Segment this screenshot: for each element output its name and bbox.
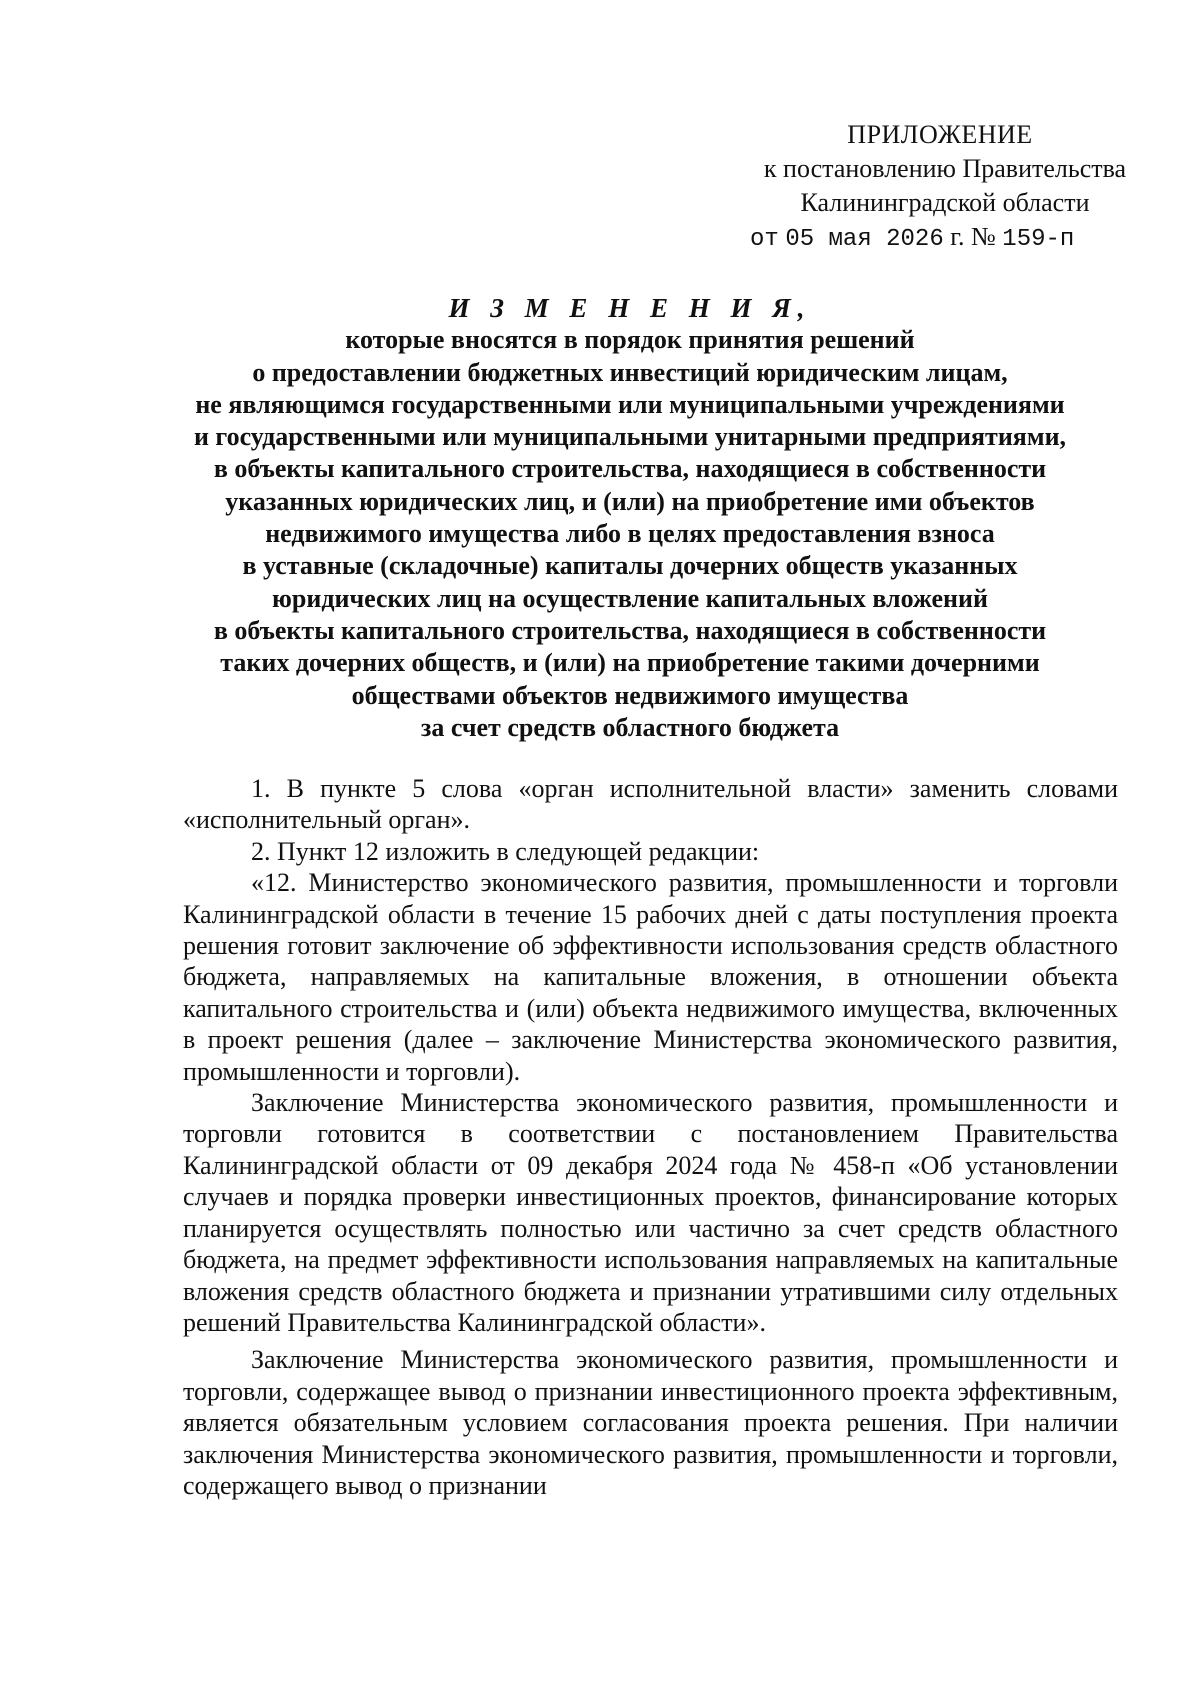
heading-line: таких дочерних обществ, и (или) на приобретение такими дочерними	[220, 648, 1040, 678]
heading-line: указанных юридических лиц, и (или) на приобретение ими объектов	[225, 486, 1035, 516]
date-year-suffix: г. №	[950, 222, 996, 251]
appendix-title: ПРИЛОЖЕНИЕ	[847, 120, 1033, 149]
heading-line: которые вносятся в порядок принятия решений	[345, 325, 915, 355]
heading-line: за счет средств областного бюджета	[420, 712, 840, 742]
appendix-date-line	[750, 220, 1130, 257]
date-prefix: от	[750, 226, 779, 253]
document-number: 159-п	[1002, 226, 1075, 253]
paragraph-point-12: «12. Министерство экономического развития, промышленности и торговли Калининградской области в течение 15 рабочих дней с даты поступления проекта решения готовит заключение об эффективности использования средств областного бюджета, направляемых на капитальные вложения, в отношении объекта капитального строительства и (или) объекта недвижимого имущества, включенных в проект решения (далее – заключение Министерства экономического развития, промышленности и торговли).	[183, 868, 1118, 1086]
heading-line: и государственными или муниципальными унитарными предприятиями,	[193, 422, 1067, 452]
heading-line: в объекты капитального строительства, находящиеся в собственности	[213, 454, 1047, 484]
heading-line: в уставные (складочные) капиталы дочерних обществ указанных	[242, 551, 1018, 581]
heading-line: не являющимся государственными или муниципальными учреждениями	[195, 389, 1065, 419]
document-body	[183, 773, 1118, 1501]
paragraph-conclusion-basis: Заключение Министерства экономического развития, промышленности и торговли готовится в соответствии с постановлением Правительства Калининградской области от 09 декабря 2024 года № 458-п «Об установлении случаев и порядка проверки инвестиционных проектов, финансирование которых планируется осуществлять полностью или частично за счет средств областного бюджета, на предмет эффективности использования направляемых на капитальные вложения средств областного бюджета и признании утратившими силу отдельных решений Правительства Калининградской области».	[183, 1088, 1118, 1337]
appendix-block	[750, 118, 1130, 257]
appendix-line-1: к постановлению Правительства	[763, 154, 1127, 183]
heading-title: И З М Е Н Е Н И Я,	[448, 293, 812, 323]
heading-line: о предоставлении бюджетных инвестиций юридическим лицам,	[252, 357, 1008, 387]
changes-heading	[150, 292, 1110, 744]
paragraph-item-1: 1. В пункте 5 слова «орган исполнительной власти» заменить словами «исполнительный орган».	[183, 774, 1118, 835]
heading-line: в объекты капитального строительства, находящиеся в собственности	[213, 615, 1047, 645]
paragraph-conclusion-condition: Заключение Министерства экономического развития, промышленности и торговли, содержащее вывод о признании инвестиционного проекта эффективным, является обязательным условием согласования проекта решения. При наличии заключения Министерства экономического развития, промышленности и торговли, содержащего вывод о признании	[183, 1345, 1118, 1500]
heading-line: недвижимого имущества либо в целях предоставления взноса	[265, 519, 995, 549]
paragraph-item-2: 2. Пункт 12 изложить в следующей редакции:	[251, 836, 760, 866]
heading-line: обществами объектов недвижимого имущества	[351, 680, 909, 710]
date-value: 05 мая 2026	[785, 226, 944, 253]
appendix-line-2: Калининградской области	[800, 188, 1090, 217]
heading-line: юридических лиц на осуществление капитальных вложений	[272, 583, 988, 613]
